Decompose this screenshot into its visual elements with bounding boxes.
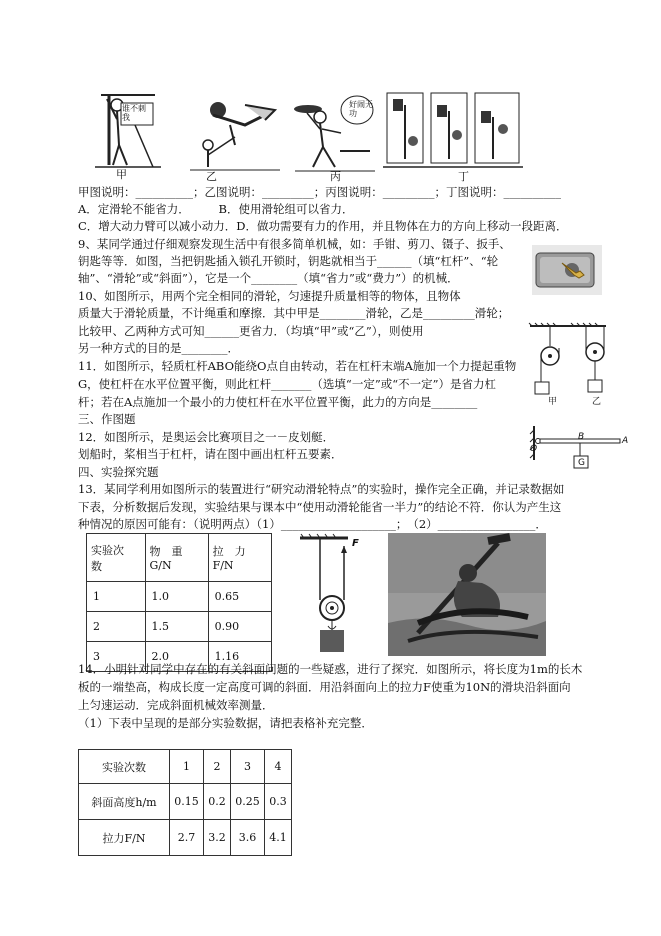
moving-pulley-figure	[296, 532, 366, 656]
question-10-line2: 质量大于滑轮质量，不计绳重和摩擦．其中甲是________滑轮，乙是_________滑轮；	[78, 306, 510, 320]
question-9-line3: 轴”、“滑轮”或“斜面”），它是一个________（填“省力”或“费力”）的机械．	[78, 271, 459, 285]
table-row: 3 2.0 1.16	[87, 642, 272, 672]
pulley-label-yi: 乙	[592, 397, 602, 407]
pulley-figure	[528, 322, 608, 404]
question-9-line2: 钥匙等等．如图，当把钥匙插入锁孔开锁时，钥匙就相当于______（填“杠杆”、“轮	[78, 254, 499, 268]
question-13-line2: 下表，分析数据后发现，实验结果与课本中“使用动滑轮能省一半力”的结论不符．你认为产生这	[78, 500, 562, 514]
question-12-line2: 划船时，桨相当于杠杆，请在图中画出杠杆五要素．	[78, 447, 343, 461]
header-weight: 物 重 G/N	[145, 534, 208, 582]
question-14-line1: 14．小明针对同学中存在的有关斜面问题的一些疑惑，进行了探究．如图所示，将长度为1m的长木	[78, 662, 583, 676]
fig-label-ding: 丁	[458, 170, 469, 183]
bubble-text-a: 谁不刺我	[122, 104, 146, 122]
question-12-line1: 12．如图所示，是奥运会比赛项目之一－皮划艇．	[78, 430, 335, 444]
table-row: 斜面高度h/m 0.15 0.2 0.25 0.3	[79, 784, 292, 820]
question-11-line2: G，使杠杆在水平位置平衡，则此杠杆_______（选填“一定”或“不一定”）是省力杠	[78, 377, 496, 391]
header-force: 拉 力 F/N	[208, 534, 271, 582]
option-cd: C．增大动力臂可以减小动力．D．做功需要有力的作用，并且物体在力的方向上移动一段距离．	[78, 219, 568, 233]
header-trial: 实验次 数	[87, 534, 146, 582]
bubble-text-b: 好闹无功	[349, 100, 373, 118]
question-13-line1: 13．某同学利用如图所示的装置进行“研究动滑轮特点”的实验时，操作完全正确，并记录数据如	[78, 482, 565, 496]
question-14-line2: 板的一端垫高，构成长度一定高度可调的斜面．用沿斜面向上的拉力F使重为10N的滑块沿斜面向	[78, 680, 571, 694]
lever-label-b: B	[578, 432, 585, 442]
section-3-heading: 三、作图题	[78, 412, 136, 426]
force-label-f: F	[352, 538, 359, 549]
question-8-blanks: 甲图说明：__________；乙图说明：_________；丙图说明：_________；丁图说明：__________	[78, 185, 561, 199]
question-11-line3: 杆；若在A点施加一个最小的力使杠杆在水平位置平衡，此力的方向是________	[78, 395, 478, 409]
question-14-line3: 上匀速运动．完成斜面机械效率测量．	[78, 698, 274, 712]
lever-label-g: G	[578, 458, 585, 468]
question-14-part1: （1）下表中呈现的是部分实验数据，请把表格补充完整．	[78, 716, 373, 730]
pulley-data-table	[86, 533, 272, 672]
question-11-line1: 11．如图所示，轻质杠杆ABO能绕O点自由转动，若在杠杆末端A施加一个力提起重物	[78, 359, 517, 373]
table-row: 2 1.5 0.90	[87, 612, 272, 642]
table-row: 1 1.0 0.65	[87, 582, 272, 612]
key-lock-photo	[532, 245, 602, 295]
pulley-label-jia: 甲	[548, 397, 558, 407]
question-9-line1: 9、某同学通过仔细观察发现生活中有很多简单机械，如：手钳、剪刀、镊子、扳手、	[78, 237, 511, 251]
question-13-line3: 种情况的原因可能有：（说明两点）（1）____________________； （2）_________________．	[78, 517, 547, 531]
incline-data-table	[78, 749, 292, 856]
lever-label-a: A	[622, 436, 629, 446]
fig-label-bing: 丙	[330, 170, 341, 183]
section-4-heading: 四、实验探究题	[78, 465, 159, 479]
kayak-photo	[388, 533, 546, 656]
lever-label-o: O	[530, 444, 538, 454]
table-row: 实验次数 1 2 3 4	[79, 750, 292, 784]
fig-label-jia: 甲	[116, 168, 127, 181]
question-10-line3: 比较甲、乙两种方式可知______更省力．（均填“甲”或“乙”），则使用	[78, 324, 424, 338]
question-10-line1: 10、如图所示，用两个完全相同的滑轮，匀速提升质量相等的物体，且物体	[78, 289, 461, 303]
fig-label-yi: 乙	[206, 170, 217, 183]
question-10-line4: 另一种方式的目的是________．	[78, 341, 239, 355]
cartoon-figure-strip	[95, 85, 527, 180]
option-ab: A．定滑轮不能省力． B．使用滑轮组可以省力．	[78, 202, 354, 216]
table-row: 拉力F/N 2.7 3.2 3.6 4.1	[79, 820, 292, 856]
